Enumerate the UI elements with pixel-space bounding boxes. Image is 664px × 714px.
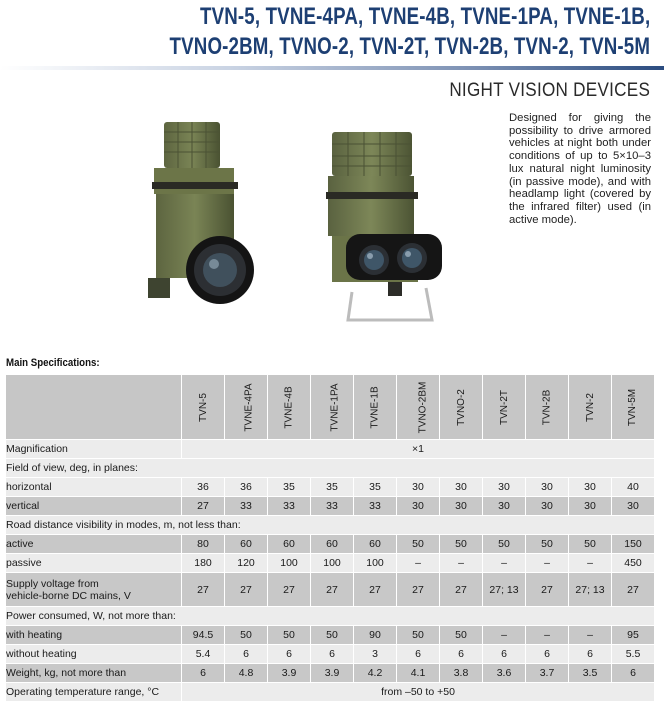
row-power-heading — [6, 607, 655, 626]
cell: 36 — [225, 478, 268, 497]
cell: 30 — [569, 497, 612, 516]
cell: – — [483, 554, 526, 573]
cell: 6 — [182, 664, 225, 683]
cell: 35 — [311, 478, 354, 497]
row-weight — [6, 664, 655, 683]
cell: 30 — [526, 497, 569, 516]
cell: 27 — [526, 573, 569, 607]
cell: 6 — [569, 645, 612, 664]
cell: 120 — [225, 554, 268, 573]
cell: 6 — [483, 645, 526, 664]
column-header: TVN-2T — [483, 375, 526, 440]
cell: 100 — [311, 554, 354, 573]
cell: 50 — [440, 535, 483, 554]
row-label: vertical — [6, 497, 182, 516]
cell: 6 — [612, 664, 655, 683]
cell: 60 — [268, 535, 311, 554]
row-label: with heating — [6, 626, 182, 645]
specifications-title: Main Specifications: — [6, 357, 100, 369]
cell: 30 — [483, 478, 526, 497]
temperature-value: from –50 to +50 — [182, 683, 655, 702]
cell: 50 — [526, 535, 569, 554]
cell: 33 — [225, 497, 268, 516]
cell: 6 — [268, 645, 311, 664]
cell: 4.8 — [225, 664, 268, 683]
cell: 40 — [612, 478, 655, 497]
cell: 60 — [225, 535, 268, 554]
cell: 50 — [268, 626, 311, 645]
column-header: TVNO-2 — [440, 375, 483, 440]
row-passive — [6, 554, 655, 573]
cell: 6 — [526, 645, 569, 664]
cell: 27 — [311, 573, 354, 607]
cell: 450 — [612, 554, 655, 573]
cell: 33 — [354, 497, 397, 516]
cell: 27 — [440, 573, 483, 607]
cell: 30 — [397, 497, 440, 516]
cell: 30 — [440, 497, 483, 516]
magnification-value: ×1 — [182, 440, 655, 459]
cell: 94.5 — [182, 626, 225, 645]
cell: 50 — [569, 535, 612, 554]
cell: 30 — [569, 478, 612, 497]
cell: 100 — [268, 554, 311, 573]
cell: 27 — [612, 573, 655, 607]
cell: 27 — [397, 573, 440, 607]
section-heading: Road distance visibility in modes, m, not less than: — [6, 516, 655, 535]
cell: 27 — [225, 573, 268, 607]
column-header: TVN-2B — [526, 375, 569, 440]
cell: – — [397, 554, 440, 573]
cell: 30 — [440, 478, 483, 497]
section-heading: Power consumed, W, not more than: — [6, 607, 655, 626]
row-label: Supply voltage from vehicle-borne DC mains, V — [6, 573, 182, 607]
row-label: horizontal — [6, 478, 182, 497]
cell: 50 — [483, 535, 526, 554]
cell: 6 — [440, 645, 483, 664]
row-label: Weight, kg, not more than — [6, 664, 182, 683]
cell: 35 — [354, 478, 397, 497]
column-header: TVNE-4PA — [225, 375, 268, 440]
cell: – — [483, 626, 526, 645]
cell: 27 — [268, 573, 311, 607]
cell: 4.1 — [397, 664, 440, 683]
cell: 30 — [612, 497, 655, 516]
cell: 50 — [440, 626, 483, 645]
device-description: Designed for giving the possibility to drive armored vehicles at night both under conditions of up to 5×10–3 lux natural night luminosity (in passive mode), and with headlamp light (covered by the infrared filter) used (in active mode). — [509, 112, 651, 226]
cell: 6 — [311, 645, 354, 664]
cell: 50 — [397, 535, 440, 554]
cell: 150 — [612, 535, 655, 554]
column-header: TVN-5M — [612, 375, 655, 440]
cell: 27 — [354, 573, 397, 607]
cell: 27; 13 — [569, 573, 612, 607]
section-heading: Field of view, deg, in planes: — [6, 459, 655, 478]
row-road-heading — [6, 516, 655, 535]
row-label: active — [6, 535, 182, 554]
row-label: without heating — [6, 645, 182, 664]
column-header: TVNE-1PA — [311, 375, 354, 440]
cell: 95 — [612, 626, 655, 645]
page-title-line-1: TVN-5, TVNE-4PA, TVNE-4B, TVNE-1PA, TVNE-1B, — [199, 3, 650, 30]
row-without-heating — [6, 645, 655, 664]
cell: 27 — [182, 497, 225, 516]
page-title-line-2: TVNO-2BM, TVNO-2, TVN-2T, TVN-2B, TVN-2, TVN-5M — [169, 33, 650, 60]
device-photo-binocular — [322, 122, 450, 328]
cell: 50 — [225, 626, 268, 645]
row-active — [6, 535, 655, 554]
row-fov-heading — [6, 459, 655, 478]
cell: 35 — [268, 478, 311, 497]
cell: 27 — [182, 573, 225, 607]
cell: – — [526, 626, 569, 645]
cell: 33 — [268, 497, 311, 516]
cell: 180 — [182, 554, 225, 573]
row-magnification — [6, 440, 655, 459]
cell: 3 — [354, 645, 397, 664]
cell: 3.9 — [311, 664, 354, 683]
cell: – — [526, 554, 569, 573]
cell: 100 — [354, 554, 397, 573]
row-supply-voltage — [6, 573, 655, 607]
specifications-table — [5, 374, 655, 702]
cell: 30 — [526, 478, 569, 497]
column-header: TVN-2 — [569, 375, 612, 440]
row-horizontal — [6, 478, 655, 497]
cell: 3.9 — [268, 664, 311, 683]
cell: – — [569, 626, 612, 645]
row-with-heating — [6, 626, 655, 645]
cell: 30 — [397, 478, 440, 497]
column-header: TVNE-1B — [354, 375, 397, 440]
cell: 33 — [311, 497, 354, 516]
table-corner — [6, 375, 182, 440]
device-photo-monocular — [142, 118, 260, 318]
column-header: TVNO-2BM — [397, 375, 440, 440]
header-divider — [0, 66, 664, 70]
cell: 5.5 — [612, 645, 655, 664]
cell: 3.5 — [569, 664, 612, 683]
cell: 5.4 — [182, 645, 225, 664]
cell: 3.8 — [440, 664, 483, 683]
column-header: TVNE-4B — [268, 375, 311, 440]
column-header: TVN-5 — [182, 375, 225, 440]
cell: – — [440, 554, 483, 573]
cell: 60 — [354, 535, 397, 554]
section-title: NIGHT VISION DEVICES — [449, 80, 650, 101]
cell: 36 — [182, 478, 225, 497]
cell: 50 — [397, 626, 440, 645]
cell: 3.7 — [526, 664, 569, 683]
cell: 80 — [182, 535, 225, 554]
row-label: Magnification — [6, 440, 182, 459]
cell: 60 — [311, 535, 354, 554]
cell: 6 — [225, 645, 268, 664]
cell: 27; 13 — [483, 573, 526, 607]
cell: 30 — [483, 497, 526, 516]
cell: 90 — [354, 626, 397, 645]
row-temperature — [6, 683, 655, 702]
cell: – — [569, 554, 612, 573]
row-vertical — [6, 497, 655, 516]
cell: 6 — [397, 645, 440, 664]
row-label: Operating temperature range, °C — [6, 683, 182, 702]
cell: 4.2 — [354, 664, 397, 683]
cell: 50 — [311, 626, 354, 645]
cell: 3.6 — [483, 664, 526, 683]
row-label: passive — [6, 554, 182, 573]
